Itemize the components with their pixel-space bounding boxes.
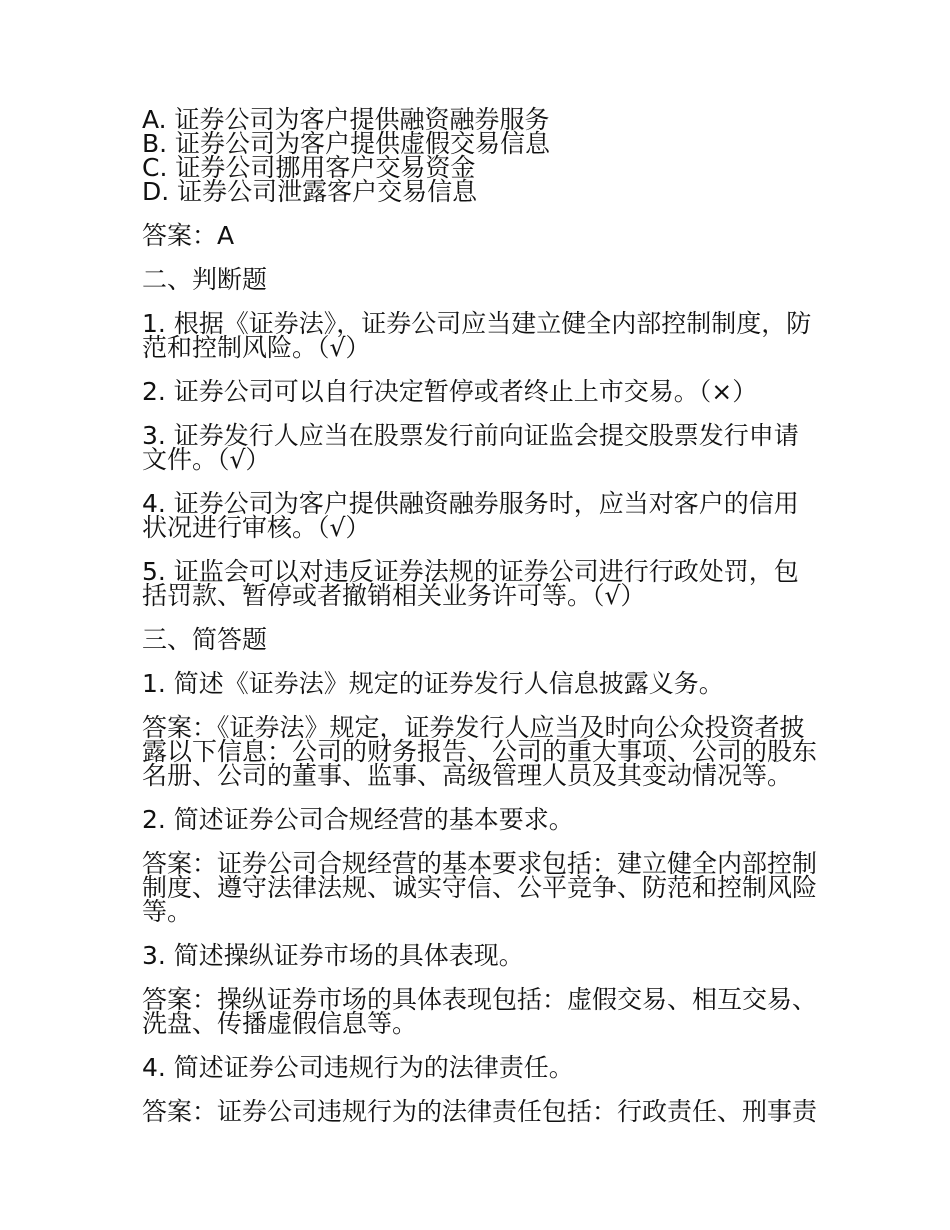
judgment-item-3: 3. 证券发行人应当在股票发行前向证监会提交股票发行申请文件。（√）	[142, 421, 799, 474]
short-question-2: 2. 简述证券公司合规经营的基本要求。	[142, 805, 574, 834]
option-d: D. 证券公司泄露客户交易信息	[142, 177, 478, 206]
judgment-item-5: 5. 证监会可以对违反证券法规的证券公司进行行政处罚，包括罚款、暂停或者撤销相关业务许可等。（√）	[142, 557, 799, 610]
judgment-section-title: 二、判断题	[142, 265, 268, 294]
mc-answer: 答案：A	[142, 221, 235, 250]
judgment-item-1: 1. 根据《证券法》，证券公司应当建立健全内部控制制度，防范和控制风险。（√）	[142, 309, 812, 362]
document-content	[142, 105, 822, 1144]
short-question-3: 3. 简述操纵证券市场的具体表现。	[142, 941, 524, 970]
option-a: A. 证券公司为客户提供融资融券服务	[142, 105, 550, 134]
option-c: C. 证券公司挪用客户交易资金	[142, 153, 476, 182]
mc-options	[142, 105, 822, 206]
short-answer-2: 答案：证券公司合规经营的基本要求包括：建立健全内部控制制度、遵守法律法规、诚实守信、公平竞争、防范和控制风险等。	[142, 849, 818, 926]
short-question-4: 4. 简述证券公司违规行为的法律责任。	[142, 1053, 574, 1082]
short-answer-4: 答案：证券公司违规行为的法律责任包括：行政责任、刑事责	[142, 1097, 818, 1126]
judgment-item-2: 2. 证券公司可以自行决定暂停或者终止上市交易。（×）	[142, 377, 758, 406]
short-answer-3: 答案：操纵证券市场的具体表现包括：虚假交易、相互交易、洗盘、传播虚假信息等。	[142, 985, 818, 1038]
option-b: B. 证券公司为客户提供虚假交易信息	[142, 129, 551, 158]
short-answer-1: 答案：《证券法》规定，证券发行人应当及时向公众投资者披露以下信息：公司的财务报告、公司的重大事项、公司的股东名册、公司的董事、监事、高级管理人员及其变动情况等。	[142, 713, 818, 790]
judgment-item-4: 4. 证券公司为客户提供融资融券服务时，应当对客户的信用状况进行审核。（√）	[142, 489, 799, 542]
short-question-1: 1. 简述《证券法》规定的证券发行人信息披露义务。	[142, 669, 724, 698]
short-answer-section-title: 三、简答题	[142, 625, 268, 654]
